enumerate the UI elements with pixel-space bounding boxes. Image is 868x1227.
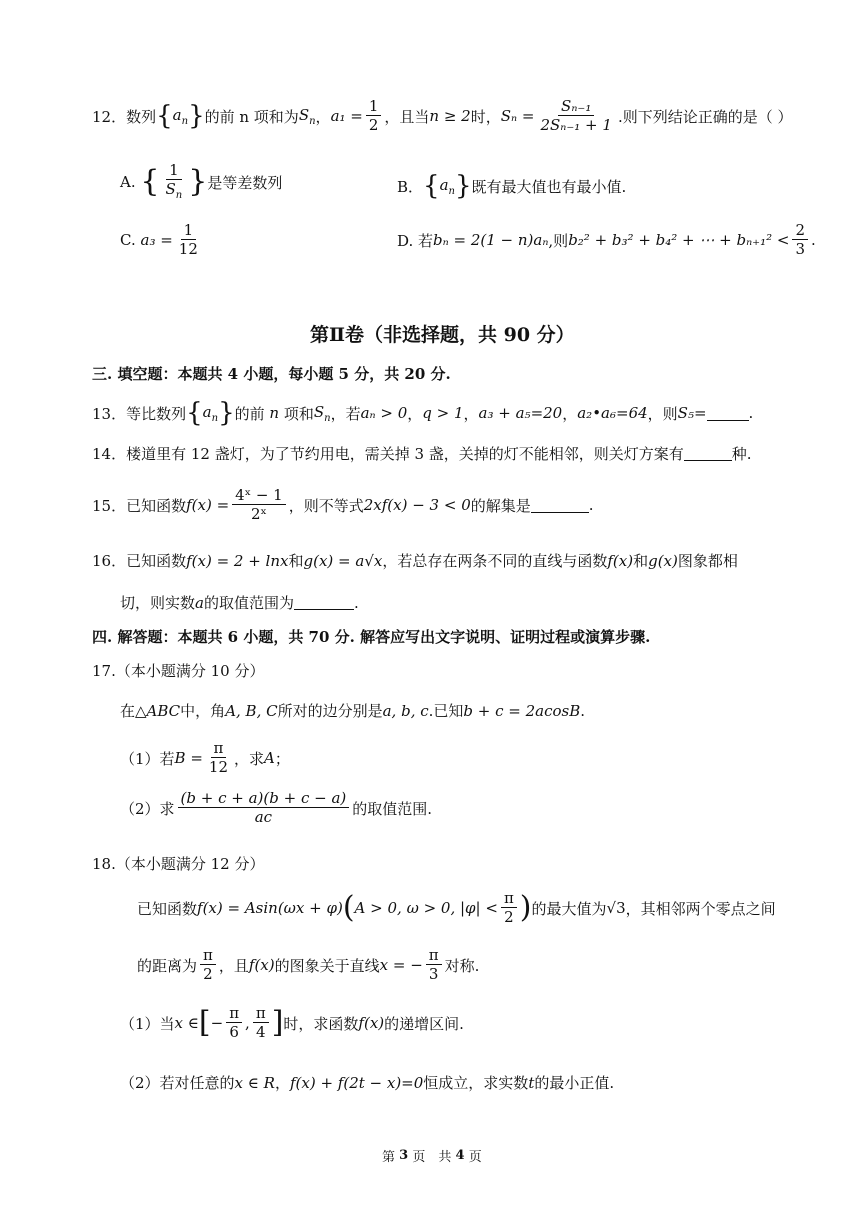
q13: 13． 等比数列 { $a_n$ } 的前 n 项和 $S_n$ ，若 aₙ > 0 ， q > 1 ， a₃ + a₅=20 ， a₂•a₆=64 ，则 S₅= . (92, 398, 754, 428)
q17-part1: （1）若 B = $\frac{\pi}{12}$ ，求 A ； (120, 739, 290, 777)
q12-option-a: A. { $\frac{1}{S_n}$ } 是等差数列 (120, 161, 283, 202)
q14: 14．楼道里有 12 盏灯，为了节约用电，需关掉 3 盏，关掉的灯不能相邻，则关灯方案有 种. (92, 445, 752, 463)
q18-heading: 18.（本小题满分 12 分） (92, 855, 265, 873)
section4-title: 四. 解答题：本题共 6 小题，共 70 分. 解答应写出文字说明、证明过程或演算步骤. (92, 628, 651, 646)
q12-stem: 12． 数列 { $a_n$ } 的前 n 项和为 $S_n$ ， a₁ = $\frac{1}{2}$ ，且当 n ≥ 2 时， Sₙ = $\frac{\text{Sₙ₋₁}}{\text{2Sₙ₋₁ + 1}}$ .则下列结论正确的是（ ） (92, 97, 793, 135)
section3-title: 三. 填空题：本题共 4 小题，每小题 5 分，共 20 分. (92, 365, 451, 383)
q17-heading: 17.（本小题满分 10 分） (92, 662, 265, 680)
q16-line2: 切，则实数 a 的取值范围为 . (120, 593, 359, 612)
q17-part2: （2）求 $\frac{(b + c + a)(b + c - a)}{ac}$ 的取值范围. (120, 789, 433, 827)
q13-answer-blank[interactable] (707, 406, 749, 421)
page-footer: 第 3 页 共 4 页 (382, 1148, 482, 1165)
q12-option-d: D. 若 bₙ = 2(1 − n)aₙ ,则 b₂² + b₃² + b₄² + ⋯ + bₙ₊₁² < $\frac{2}{3}$ . (397, 221, 816, 259)
q18-stem-line2: 的距离为 $\frac{\pi}{2}$ ，且 f(x) 的图象关于直线 x = − $\frac{\pi}{3}$ 对称. (137, 946, 480, 984)
q12-a1-fraction: $\frac{1}{2}$ (366, 98, 382, 134)
q16-line1: 16．已知函数 f(x) = 2 + lnx 和 g(x) = a√x ，若总存在两条不同的直线与函数 f(x) 和 g(x) 图象都相 (92, 551, 738, 570)
page-number: 3 (399, 1148, 409, 1163)
q12-option-c: C. a₃ = $\frac{1}{12}$ (120, 221, 198, 259)
q18-part1: （1）当 x ∈ [ − $\frac{\pi}{6}$ , $\frac{\pi}{4}$ ] 时，求函数 f(x) 的递增区间. (120, 1004, 464, 1042)
q14-answer-blank[interactable] (684, 446, 732, 461)
q12-number: 12． (92, 107, 127, 126)
q18-part2: （2）若对任意的 x ∈ R ， f(x) + f(2t − x)=0 恒成立，求实数 t 的最小正值. (120, 1073, 615, 1092)
q18-stem-line1: 已知函数 f(x) = Asin(ωx + φ) ( A > 0, ω > 0, |φ| < $\frac{\pi}{2}$ ) 的最大值为 √3 ，其相邻两个零点之间 (137, 889, 776, 927)
page-total: 4 (455, 1148, 465, 1163)
q17-stem: 在 △ABC 中，角 A, B, C 所对的边分别是 a, b, c .已知 b + c = 2acosB . (120, 701, 586, 720)
q12-option-b: B． { $a_n$ } 既有最大值也有最小值. (397, 171, 627, 201)
part2-title: 第Ⅱ卷（非选择题，共 90 分） (310, 324, 575, 346)
q15: 15．已知函数 f(x) = $\frac{\text{4ˣ − 1}}{\text{2ˣ}}$ ，则不等式 2xf(x) − 3 < 0 的解集是 . (92, 486, 594, 524)
q16-answer-blank[interactable] (294, 595, 354, 610)
q15-answer-blank[interactable] (531, 498, 589, 513)
q12-recurrence-fraction: $\frac{\text{Sₙ₋₁}}{\text{2Sₙ₋₁ + 1}}$ (540, 97, 612, 135)
